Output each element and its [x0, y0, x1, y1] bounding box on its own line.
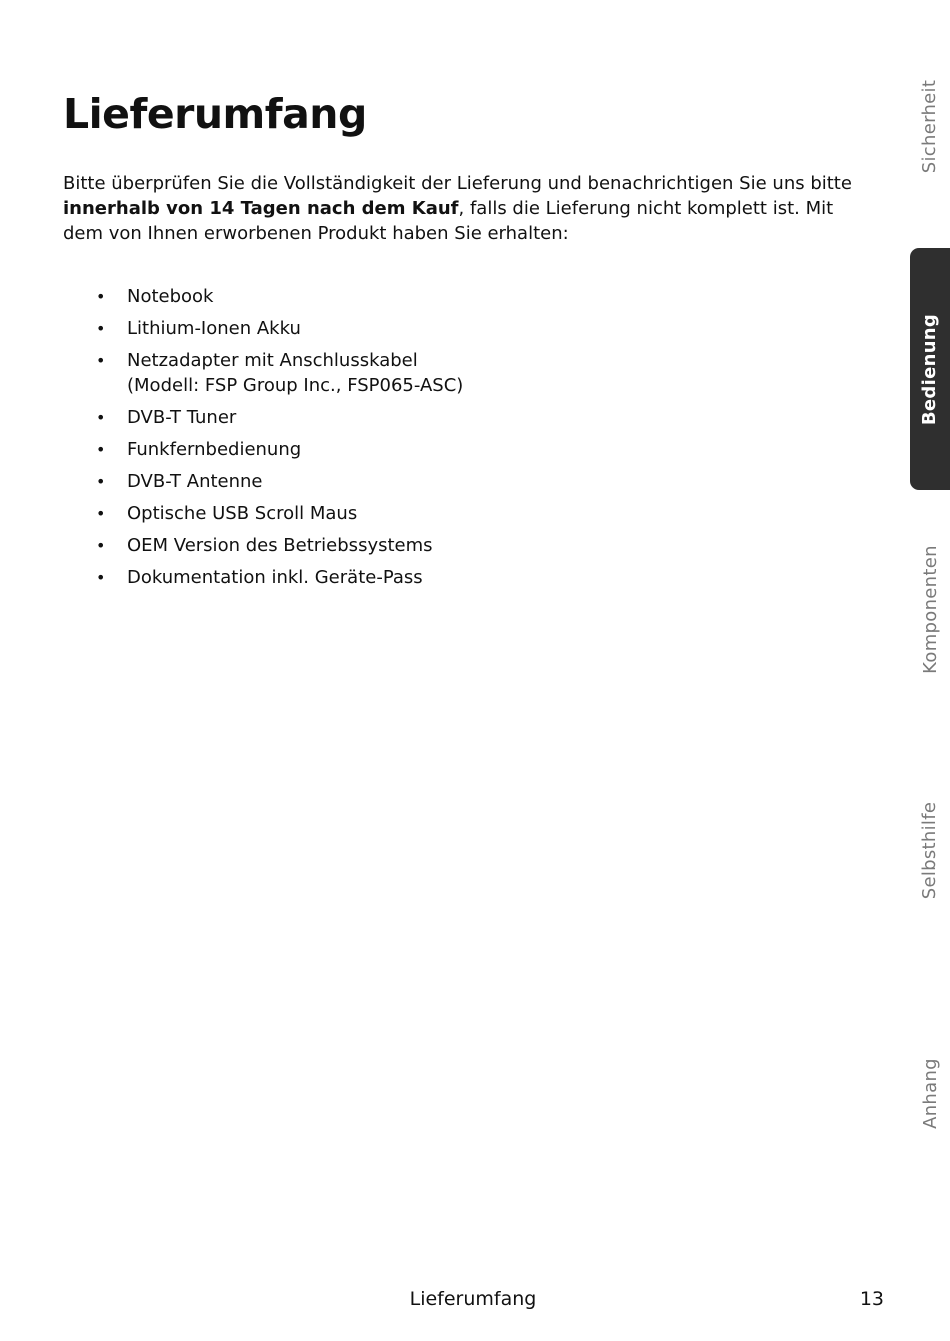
chapter-tabs	[910, 0, 950, 1341]
list-item-text: Dokumentation inkl. Geräte-Pass	[127, 567, 423, 588]
tab-label: Bedienung	[919, 313, 941, 425]
intro-paragraph	[63, 171, 873, 246]
tab-label: Anhang	[919, 1057, 941, 1129]
list-item	[95, 437, 463, 462]
bullet-icon: •	[96, 351, 106, 370]
tab-label: Selbsthilfe	[919, 801, 941, 899]
list-item-text: Optische USB Scroll Maus	[127, 503, 358, 524]
list-item	[95, 565, 463, 590]
list-item-text: DVB-T Antenne	[127, 471, 263, 492]
intro-deadline-bold: innerhalb von 14 Tagen nach dem Kauf	[63, 198, 459, 219]
list-item	[95, 405, 463, 430]
list-item-text: Funkfernbedienung	[127, 439, 302, 460]
tab-sicherheit[interactable]	[910, 70, 950, 182]
list-item-text: Notebook	[127, 286, 214, 307]
list-item-text-detail: (Modell: FSP Group Inc., FSP065-ASC)	[127, 375, 464, 396]
bullet-icon: •	[96, 536, 106, 555]
tab-anhang[interactable]	[910, 1050, 950, 1136]
intro-text-start: Bitte überprüfen Sie die Vollständigkeit der Lieferung und benachrichtigen Sie uns bitte	[63, 173, 852, 194]
list-item	[95, 469, 463, 494]
list-item	[95, 284, 463, 309]
list-item	[95, 533, 463, 558]
list-item-text: Netzadapter mit Anschlusskabel	[127, 350, 418, 371]
bullet-icon: •	[96, 504, 106, 523]
list-item-text: Lithium-Ionen Akku	[127, 318, 301, 339]
footer-title: Lieferumfang	[409, 1288, 537, 1310]
bullet-icon: •	[96, 472, 106, 491]
tab-selbsthilfe[interactable]	[910, 795, 950, 905]
bullet-icon: •	[96, 319, 106, 338]
delivery-items-list	[95, 284, 463, 597]
tab-komponenten[interactable]	[910, 535, 950, 683]
list-item-text: DVB-T Tuner	[127, 407, 237, 428]
page-number: 13	[859, 1288, 884, 1310]
bullet-icon: •	[96, 568, 106, 587]
intro-text-end: , falls die Lieferung nicht komplett ist. Mit dem von Ihnen erworbenen Produkt haben Sie erhalten:	[63, 198, 834, 244]
page-title: Lieferumfang	[63, 90, 367, 138]
bullet-icon: •	[96, 440, 106, 459]
list-item-text: OEM Version des Betriebssystems	[127, 535, 433, 556]
bullet-icon: •	[96, 287, 106, 306]
list-item	[95, 348, 463, 398]
list-item	[95, 501, 463, 526]
list-item	[95, 316, 463, 341]
tab-bedienung[interactable]	[910, 248, 950, 490]
bullet-icon: •	[96, 408, 106, 427]
tab-label: Komponenten	[919, 544, 941, 674]
tab-label: Sicherheit	[919, 79, 941, 173]
